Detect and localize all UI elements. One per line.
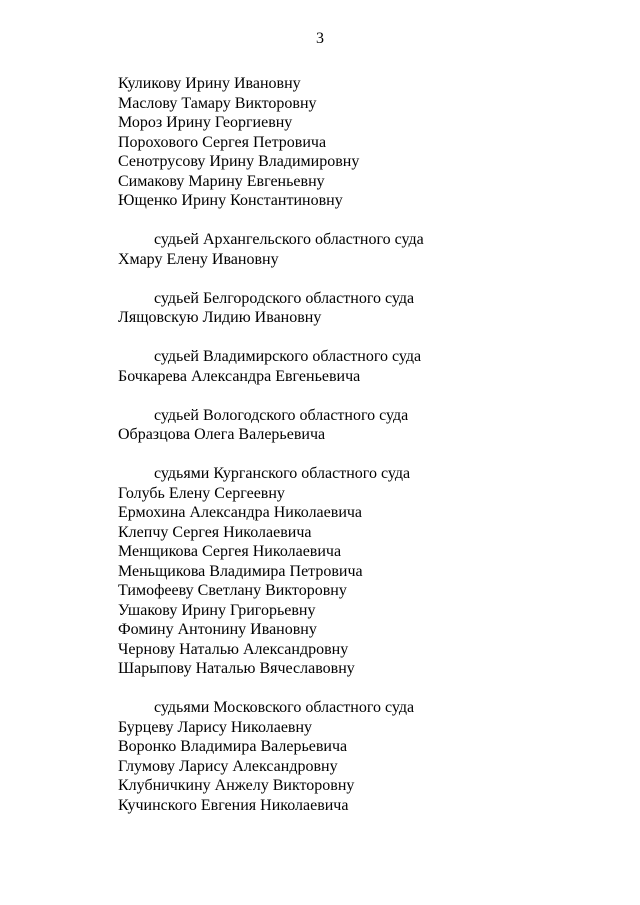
list-item: Тимофееву Светлану Викторовну: [118, 582, 347, 599]
list-item: Шарыпову Наталью Вячеславовну: [118, 660, 355, 677]
section-heading: судьями Курганского областного суда: [154, 465, 411, 482]
page-number: 3: [316, 30, 324, 47]
section-heading: судьей Белгородского областного суда: [154, 289, 415, 307]
document-body: [118, 74, 618, 815]
spacer: [118, 328, 618, 348]
list-item: Чернову Наталью Александровну: [118, 640, 349, 658]
section-vologda: [118, 406, 618, 445]
section-heading: судьей Вологодского областного суда: [154, 406, 409, 424]
list-item: Фомину Антонину Ивановну: [118, 621, 317, 638]
list-item: Симакову Марину Евгеньевну: [118, 172, 325, 190]
spacer: [118, 269, 618, 289]
list-item: Ушакову Ирину Григорьевну: [118, 601, 316, 619]
list-item: Образцова Олега Валерьевича: [118, 426, 326, 443]
section-vladimir: [118, 347, 618, 386]
list-item: Голубь Елену Сергеевну: [118, 484, 285, 502]
spacer: [118, 679, 618, 699]
list-item: Бурцеву Ларису Николаевну: [118, 718, 313, 736]
list-item: Ющенко Ирину Константиновну: [118, 192, 343, 209]
spacer: [118, 386, 618, 406]
list-item: Лящовскую Лидию Ивановну: [118, 309, 322, 326]
list-item: Мороз Ирину Георгиевну: [118, 114, 293, 131]
list-item: Клубничкину Анжелу Викторовну: [118, 777, 355, 794]
list-item: Маслову Тамару Викторовну: [118, 94, 317, 112]
section-belgorod: [118, 289, 618, 328]
intro-name-list: [118, 74, 618, 211]
section-heading: судьей Архангельского областного суда: [154, 231, 424, 248]
spacer: [118, 445, 618, 465]
list-item: Ермохина Александра Николаевича: [118, 504, 363, 521]
list-item: Порохового Сергея Петровича: [118, 133, 327, 151]
list-item: Воронко Владимира Валерьевича: [118, 738, 348, 755]
spacer: [118, 211, 618, 231]
list-item: Хмару Елену Ивановну: [118, 250, 279, 268]
list-item: Сенотрусову Ирину Владимировну: [118, 153, 360, 170]
list-item: Глумову Ларису Александровну: [118, 757, 338, 775]
list-item: Бочкарева Александра Евгеньевича: [118, 367, 361, 385]
list-item: Куликову Ирину Ивановну: [118, 75, 301, 92]
section-moscow: [118, 698, 618, 815]
list-item: Менщикова Сергея Николаевича: [118, 543, 342, 560]
list-item: Кучинского Евгения Николаевича: [118, 796, 349, 814]
section-heading: судьями Московского областного суда: [154, 699, 415, 716]
section-heading: судьей Владимирского областного суда: [154, 348, 422, 365]
section-arkhangelsk: [118, 230, 618, 269]
list-item: Меньщикова Владимира Петровича: [118, 562, 363, 580]
list-item: Клепчу Сергея Николаевича: [118, 523, 312, 541]
section-kurgan: [118, 464, 618, 679]
